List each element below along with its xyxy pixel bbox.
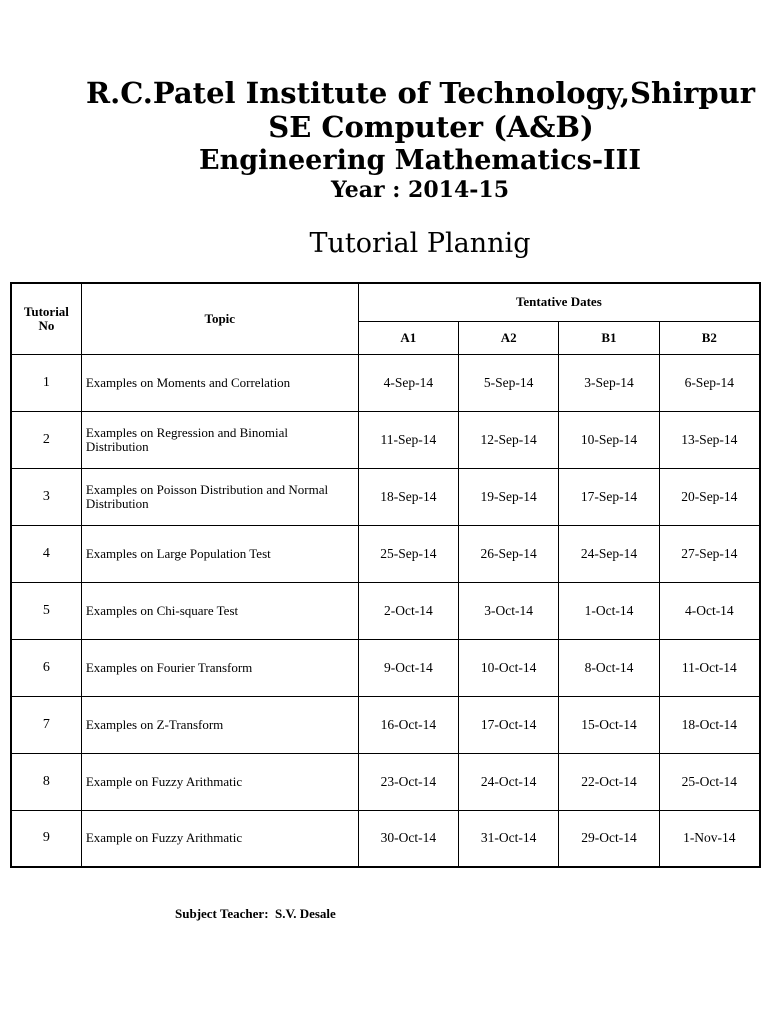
- date-cell: 1-Nov-14: [659, 810, 760, 867]
- date-cell: 19-Sep-14: [459, 468, 559, 525]
- table-row: [11, 582, 760, 639]
- date-cell: 5-Sep-14: [459, 354, 559, 411]
- topic-cell: Example on Fuzzy Arithmatic: [81, 753, 358, 810]
- tutorial-number-cell: 4: [11, 525, 81, 582]
- header-batch-b1: B1: [559, 321, 659, 354]
- topic-cell: Examples on Fourier Transform: [81, 639, 358, 696]
- header-topic: Topic: [81, 283, 358, 354]
- tutorial-plan-table: [10, 282, 761, 868]
- date-cell: 30-Oct-14: [358, 810, 458, 867]
- date-cell: 3-Sep-14: [559, 354, 659, 411]
- table-row: [11, 411, 760, 468]
- table-row: [11, 810, 760, 867]
- topic-cell: Examples on Chi-square Test: [81, 582, 358, 639]
- table-row: [11, 468, 760, 525]
- table-row: [11, 696, 760, 753]
- date-cell: 16-Oct-14: [358, 696, 458, 753]
- date-cell: 9-Oct-14: [358, 639, 458, 696]
- date-cell: 10-Sep-14: [559, 411, 659, 468]
- table-row: [11, 525, 760, 582]
- date-cell: 12-Sep-14: [459, 411, 559, 468]
- date-cell: 26-Sep-14: [459, 525, 559, 582]
- tutorial-number-cell: 2: [11, 411, 81, 468]
- tutorial-number-cell: 3: [11, 468, 81, 525]
- date-cell: 10-Oct-14: [459, 639, 559, 696]
- date-cell: 31-Oct-14: [459, 810, 559, 867]
- header-batch-a1: A1: [358, 321, 458, 354]
- date-cell: 4-Oct-14: [659, 582, 760, 639]
- date-cell: 18-Oct-14: [659, 696, 760, 753]
- header-batch-a2: A2: [459, 321, 559, 354]
- date-cell: 3-Oct-14: [459, 582, 559, 639]
- date-cell: 13-Sep-14: [659, 411, 760, 468]
- topic-cell: Examples on Z-Transform: [81, 696, 358, 753]
- date-cell: 8-Oct-14: [559, 639, 659, 696]
- table-body: [11, 354, 760, 867]
- date-cell: 11-Sep-14: [358, 411, 458, 468]
- plan-title: Tutorial Plannig: [309, 228, 531, 259]
- table-header-row: [11, 283, 760, 321]
- class-title: SE Computer (A&B): [268, 110, 594, 144]
- table-row: [11, 639, 760, 696]
- date-cell: 15-Oct-14: [559, 696, 659, 753]
- tutorial-number-cell: 9: [11, 810, 81, 867]
- date-cell: 27-Sep-14: [659, 525, 760, 582]
- date-cell: 2-Oct-14: [358, 582, 458, 639]
- topic-cell: Examples on Large Population Test: [81, 525, 358, 582]
- date-cell: 4-Sep-14: [358, 354, 458, 411]
- date-cell: 24-Oct-14: [459, 753, 559, 810]
- topic-cell: Examples on Moments and Correlation: [81, 354, 358, 411]
- table-row: [11, 354, 760, 411]
- date-cell: 24-Sep-14: [559, 525, 659, 582]
- tutorial-number-cell: 6: [11, 639, 81, 696]
- subject-title: Engineering Mathematics-III: [199, 145, 641, 176]
- table-row: [11, 753, 760, 810]
- institute-title: R.C.Patel Institute of Technology,Shirpur: [86, 76, 756, 110]
- date-cell: 17-Oct-14: [459, 696, 559, 753]
- date-cell: 1-Oct-14: [559, 582, 659, 639]
- date-cell: 6-Sep-14: [659, 354, 760, 411]
- year-title: Year : 2014-15: [330, 177, 510, 203]
- subject-teacher: Subject Teacher: S.V. Desale: [175, 906, 336, 921]
- tutorial-number-cell: 1: [11, 354, 81, 411]
- date-cell: 25-Sep-14: [358, 525, 458, 582]
- date-cell: 23-Oct-14: [358, 753, 458, 810]
- date-cell: 17-Sep-14: [559, 468, 659, 525]
- header-batch-b2: B2: [659, 321, 760, 354]
- date-cell: 22-Oct-14: [559, 753, 659, 810]
- date-cell: 25-Oct-14: [659, 753, 760, 810]
- topic-cell: Examples on Regression and Binomial Distribution: [81, 411, 358, 468]
- date-cell: 11-Oct-14: [659, 639, 760, 696]
- tutorial-number-cell: 8: [11, 753, 81, 810]
- date-cell: 18-Sep-14: [358, 468, 458, 525]
- tutorial-number-cell: 7: [11, 696, 81, 753]
- date-cell: 20-Sep-14: [659, 468, 760, 525]
- topic-cell: Examples on Poisson Distribution and Normal Distribution: [81, 468, 358, 525]
- header-tutorial-no: Tutorial No: [11, 283, 81, 354]
- tutorial-number-cell: 5: [11, 582, 81, 639]
- topic-cell: Example on Fuzzy Arithmatic: [81, 810, 358, 867]
- date-cell: 29-Oct-14: [559, 810, 659, 867]
- header-tentative-dates: Tentative Dates: [358, 283, 760, 321]
